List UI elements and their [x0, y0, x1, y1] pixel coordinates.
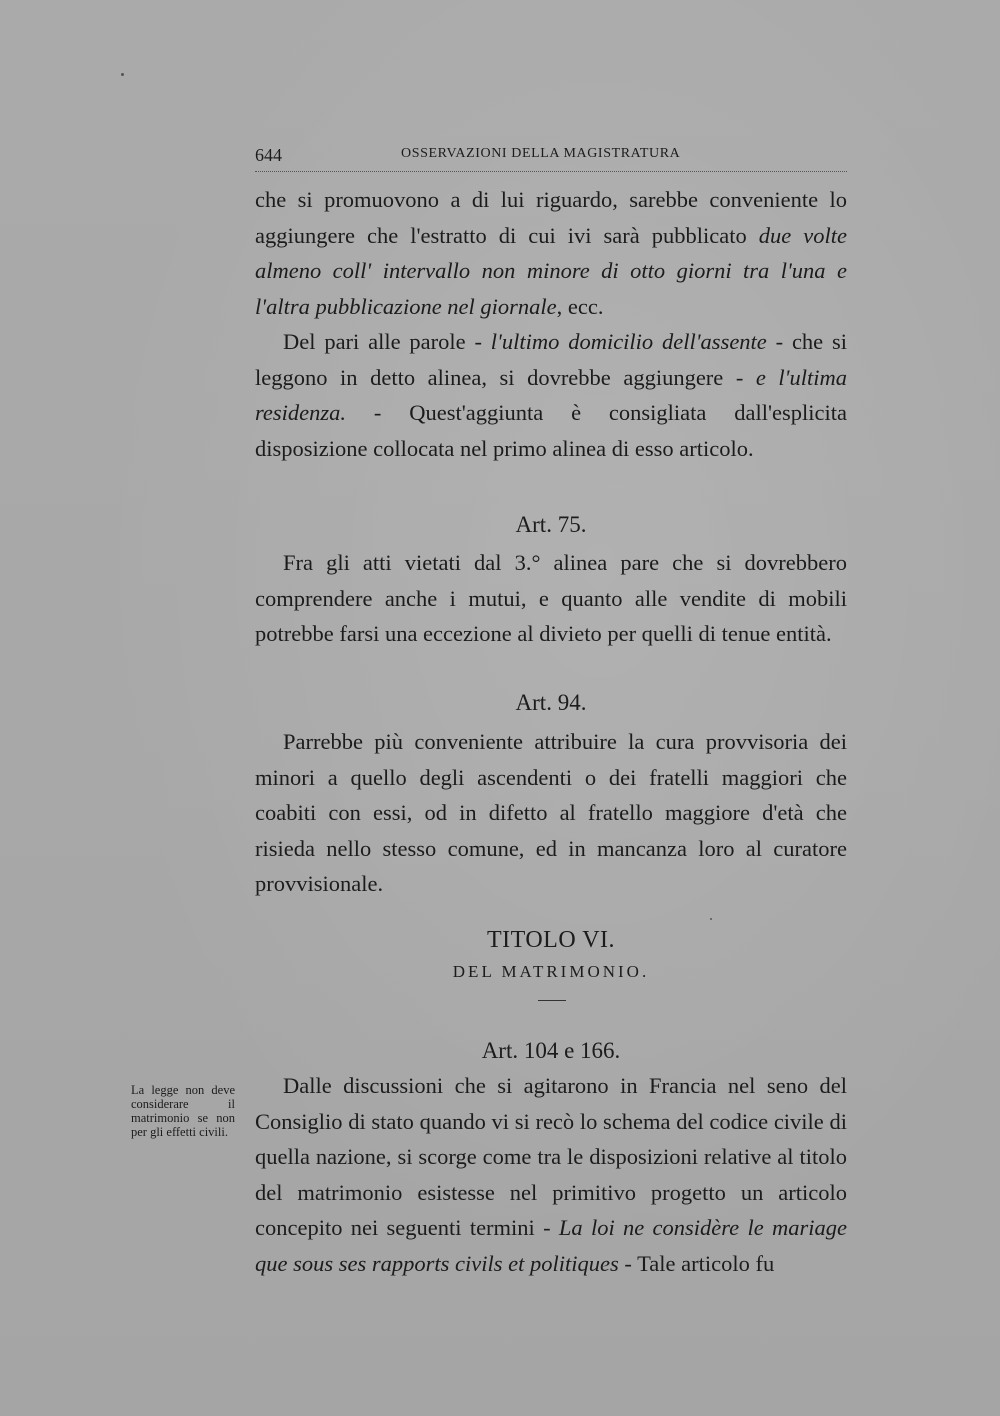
art-94-text-block: [255, 724, 847, 902]
title-heading: TITOLO VI.: [486, 927, 616, 953]
art-75-text-block: [255, 545, 847, 652]
header-rule: [255, 171, 847, 172]
heading-art-104: Art. 104 e 166.: [481, 1038, 621, 1063]
italic-run: l'ultimo domicilio dell'assente: [490, 329, 767, 354]
body-text-top: [255, 182, 847, 466]
paragraph-art-75: Fra gli atti vietati dal 3.° alinea pare che si dovrebbero comprendere anche i mutui, e quanto alle vendite di mobili potrebbe farsi una eccezione al divieto per quelli di tenue entità.: [255, 550, 847, 646]
heading-art-75: Art. 75.: [515, 512, 587, 537]
paper-speck: [710, 918, 712, 920]
page-number: 644: [255, 145, 282, 165]
text-run: - che si leggono in detto alinea, si dovrebbe aggiungere -: [255, 329, 847, 390]
heading-art-94: Art. 94.: [515, 690, 587, 715]
text-run: Del pari alle parole -: [283, 329, 491, 354]
text-run: - Tale articolo fu: [618, 1250, 775, 1276]
italic-run: due volte almeno coll' intervallo non minore di otto giorni tra l'una e l'altra pubblicazione nel giornale: [255, 222, 847, 319]
margin-note-text: La legge non deve considerare il matrimonio se non per gli effetti civili.: [131, 1083, 235, 1139]
paragraph-1: [255, 182, 847, 324]
page-header: [255, 143, 847, 169]
text-run: - Quest'aggiunta è consigliata dall'esplicita disposizione collocata nel primo alinea di esso articolo.: [255, 400, 847, 461]
paper-speck: [121, 73, 124, 76]
running-head: OSSERVAZIONI DELLA MAGISTRATURA: [401, 146, 681, 161]
paragraph-2: [255, 324, 847, 466]
paragraph-art-94: Parrebbe più conveniente attribuire la cura provvisoria dei minori a quello degli ascendenti o dei fratelli maggiori che coabiti con essi, od in difetto al fratello maggiore d'età che risieda nello stesso comune, ed in mancanza loro al curatore provvisionale.: [255, 729, 847, 896]
text-run: che si promuovono a di lui riguardo, sarebbe conveniente lo aggiungere che l'estratto di cui ivi sarà pubblicato: [255, 187, 847, 248]
art-104-text-block: [255, 1068, 847, 1281]
paragraph-art-104: [255, 1068, 847, 1281]
title-subheading: DEL MATRIMONIO.: [452, 962, 650, 981]
text-run: Dalle discussioni che si agitarono in Francia nel seno del Consiglio di stato quando vi si recò lo schema del codice civile di quella nazione, si scorge come tra le disposizioni relative al titolo del matrimonio esistesse nel primitivo progetto un articolo concepito nei seguenti termini -: [255, 1073, 847, 1240]
margin-note: [131, 1083, 235, 1139]
text-run: , ecc.: [556, 293, 604, 319]
italic-run: e l'ultima residenza.: [255, 364, 847, 425]
title-rule: [538, 1000, 566, 1001]
italic-run: La loi ne considère le mariage que sous ses rapports civils et politiques: [255, 1215, 847, 1276]
